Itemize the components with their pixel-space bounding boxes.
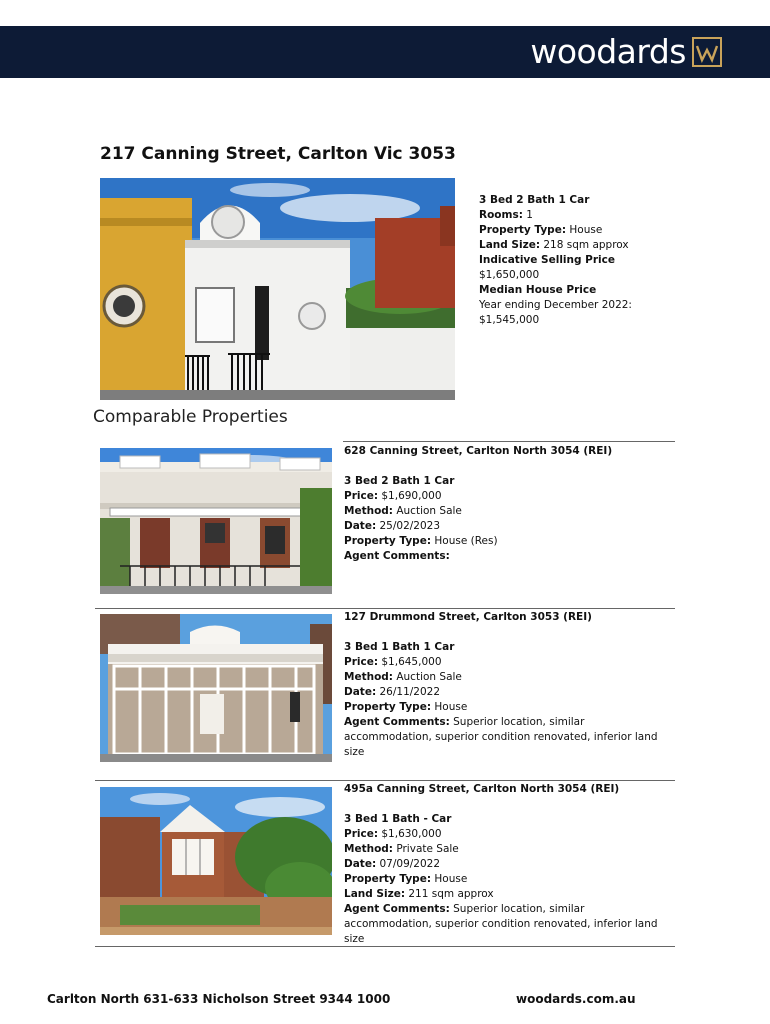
comparable-3-price: Price: $1,630,000	[344, 828, 442, 840]
median-period: Year ending December 2022:	[479, 299, 632, 311]
indicative-price-label: Indicative Selling Price	[479, 254, 615, 266]
median-price-label: Median House Price	[479, 284, 597, 296]
comparable-2-type: Property Type: House	[344, 701, 468, 713]
indicative-price-value: $1,650,000	[479, 269, 540, 281]
comparable-3-photo	[100, 787, 332, 935]
comparable-3-method: Method: Private Sale	[344, 843, 459, 855]
comparable-1-type: Property Type: House (Res)	[344, 535, 498, 547]
comparable-1-address: 628 Canning Street, Carlton North 3054 (REI)	[344, 445, 613, 457]
divider	[95, 946, 675, 947]
divider	[95, 608, 675, 609]
subject-land-size: Land Size: 218 sqm approx	[479, 239, 629, 251]
comparable-1-details	[344, 444, 674, 564]
divider	[343, 441, 675, 442]
office-contact: Carlton North 631-633 Nicholson Street 9344 1000	[47, 992, 391, 1006]
comparable-2-config: 3 Bed 1 Bath 1 Car	[344, 641, 455, 653]
comparable-2-address: 127 Drummond Street, Carlton 3053 (REI)	[344, 611, 592, 623]
comparable-2-method: Method: Auction Sale	[344, 671, 462, 683]
divider	[95, 780, 675, 781]
comparable-properties-heading: Comparable Properties	[93, 407, 288, 427]
comparable-3-details	[344, 782, 674, 947]
logo-mark-icon	[692, 37, 722, 67]
comparable-2-price: Price: $1,645,000	[344, 656, 442, 668]
website-link[interactable]: woodards.com.au	[516, 992, 636, 1006]
subject-rooms: Rooms: 1	[479, 209, 533, 221]
subject-details	[479, 193, 679, 328]
comparable-2-photo	[100, 614, 332, 762]
comparable-1-config: 3 Bed 2 Bath 1 Car	[344, 475, 455, 487]
subject-property-type: Property Type: House	[479, 224, 603, 236]
logo-text: woodards	[530, 32, 686, 71]
header-bar	[0, 26, 770, 78]
comparable-1-comments: Agent Comments:	[344, 550, 450, 562]
comparable-3-type: Property Type: House	[344, 873, 468, 885]
property-address-title: 217 Canning Street, Carlton Vic 3053	[100, 144, 456, 164]
median-price-value: $1,545,000	[479, 314, 540, 326]
comparable-3-comments: Agent Comments: Superior location, similar accommodation, superior condition renovated, inferior land size	[344, 903, 658, 945]
comparable-3-date: Date: 07/09/2022	[344, 858, 441, 870]
comparable-1-date: Date: 25/02/2023	[344, 520, 441, 532]
comparable-3-land-size: Land Size: 211 sqm approx	[344, 888, 494, 900]
comparable-2-date: Date: 26/11/2022	[344, 686, 441, 698]
comparable-3-config: 3 Bed 1 Bath - Car	[344, 813, 452, 825]
subject-config: 3 Bed 2 Bath 1 Car	[479, 194, 590, 206]
comparable-3-address: 495a Canning Street, Carlton North 3054 (REI)	[344, 783, 620, 795]
comparable-2-comments: Agent Comments: Superior location, similar accommodation, superior condition renovated, inferior land size	[344, 716, 658, 758]
subject-house-photo	[100, 178, 455, 400]
comparable-1-photo	[100, 448, 332, 594]
comparable-2-details	[344, 610, 674, 760]
comparable-1-method: Method: Auction Sale	[344, 505, 462, 517]
woodards-logo[interactable]	[530, 32, 722, 71]
comparable-1-price: Price: $1,690,000	[344, 490, 442, 502]
